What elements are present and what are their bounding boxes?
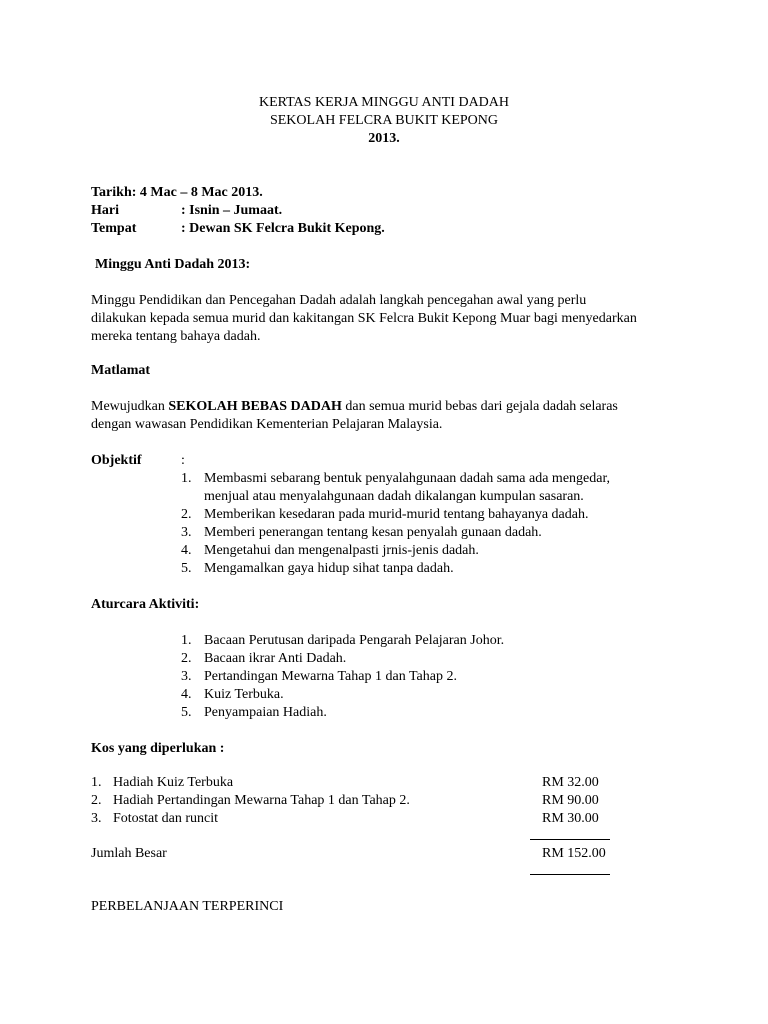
- kos-item-3: Fotostat dan runcit: [113, 811, 218, 826]
- matlamat-line-1: [91, 398, 618, 416]
- objektif-item-1: Membasmi sebarang bentuk penyalahgunaan dadah sama ada mengedar,: [204, 471, 611, 486]
- kos-num-3: 3.: [91, 811, 102, 826]
- kos-num-1: 1.: [91, 775, 102, 790]
- objektif-item-2: Memberikan kesedaran pada murid-murid tentang bahayanya dadah.: [204, 507, 589, 522]
- minggu-para-line-1: Minggu Pendidikan dan Pencegahan Dadah adalah langkah pencegahan awal yang perlu: [91, 293, 587, 308]
- minggu-para-line-2: dilakukan kepada semua murid dan kakitangan SK Felcra Bukit Kepong Muar bagi menyedarkan: [91, 311, 637, 326]
- objektif-item-4: Mengetahui dan mengenalpasti jrnis-jenis dadah.: [204, 543, 479, 558]
- title-line-3: 2013.: [368, 131, 400, 146]
- perbelanjaan-heading: PERBELANJAAN TERPERINCI: [91, 899, 284, 914]
- objektif-colon: :: [181, 453, 185, 468]
- aturcara-num-1: 1.: [181, 633, 192, 648]
- objektif-num-2: 2.: [181, 507, 192, 522]
- kos-amount-3: RM 30.00: [542, 811, 599, 826]
- aturcara-num-3: 3.: [181, 669, 192, 684]
- subtotal-rule: [530, 839, 610, 840]
- aturcara-num-5: 5.: [181, 705, 192, 720]
- objektif-item-1-cont: menjual atau menyalahgunaan dadah dikalangan kumpulan sasaran.: [204, 489, 584, 504]
- aturcara-heading: Aturcara Aktiviti:: [91, 597, 200, 612]
- kos-amount-1: RM 32.00: [542, 775, 599, 790]
- hari-value: : Isnin – Jumaat.: [181, 203, 283, 218]
- tempat-label: Tempat: [91, 221, 137, 236]
- kos-item-1: Hadiah Kuiz Terbuka: [113, 775, 234, 790]
- aturcara-item-1: Bacaan Perutusan daripada Pengarah Pelajaran Johor.: [204, 633, 505, 648]
- tempat-value: : Dewan SK Felcra Bukit Kepong.: [181, 221, 385, 236]
- kos-num-2: 2.: [91, 793, 102, 808]
- tarikh-line: Tarikh: 4 Mac – 8 Mac 2013.: [91, 185, 263, 200]
- aturcara-num-2: 2.: [181, 651, 192, 666]
- minggu-para-line-3: mereka tentang bahaya dadah.: [91, 329, 261, 344]
- objektif-item-5: Mengamalkan gaya hidup sihat tanpa dadah.: [204, 561, 454, 576]
- objektif-num-5: 5.: [181, 561, 192, 576]
- title-line-1: KERTAS KERJA MINGGU ANTI DADAH: [258, 95, 510, 110]
- jumlah-amount: RM 152.00: [542, 846, 606, 861]
- matlamat-post: dan semua murid bebas dari gejala dadah selaras: [341, 399, 618, 414]
- minggu-heading: Minggu Anti Dadah 2013:: [95, 257, 251, 272]
- objektif-heading: Objektif: [91, 453, 142, 468]
- kos-heading: Kos yang diperlukan :: [91, 741, 225, 756]
- aturcara-item-3: Pertandingan Mewarna Tahap 1 dan Tahap 2.: [204, 669, 457, 684]
- matlamat-line-2: dengan wawasan Pendidikan Kementerian Pelajaran Malaysia.: [91, 417, 443, 432]
- matlamat-bold: SEKOLAH BEBAS DADAH: [168, 399, 342, 414]
- aturcara-item-2: Bacaan ikrar Anti Dadah.: [204, 651, 347, 666]
- matlamat-pre: Mewujudkan: [91, 399, 169, 414]
- objektif-item-3: Memberi penerangan tentang kesan penyalah gunaan dadah.: [204, 525, 542, 540]
- kos-amount-2: RM 90.00: [542, 793, 599, 808]
- kos-item-2: Hadiah Pertandingan Mewarna Tahap 1 dan Tahap 2.: [113, 793, 410, 808]
- objektif-num-1: 1.: [181, 471, 192, 486]
- total-rule: [530, 874, 610, 875]
- aturcara-num-4: 4.: [181, 687, 192, 702]
- objektif-num-3: 3.: [181, 525, 192, 540]
- objektif-num-4: 4.: [181, 543, 192, 558]
- aturcara-item-5: Penyampaian Hadiah.: [204, 705, 327, 720]
- jumlah-label: Jumlah Besar: [91, 846, 167, 861]
- title-line-2: SEKOLAH FELCRA BUKIT KEPONG: [269, 113, 499, 128]
- aturcara-item-4: Kuiz Terbuka.: [204, 687, 284, 702]
- matlamat-heading: Matlamat: [91, 363, 151, 378]
- hari-label: Hari: [91, 203, 119, 218]
